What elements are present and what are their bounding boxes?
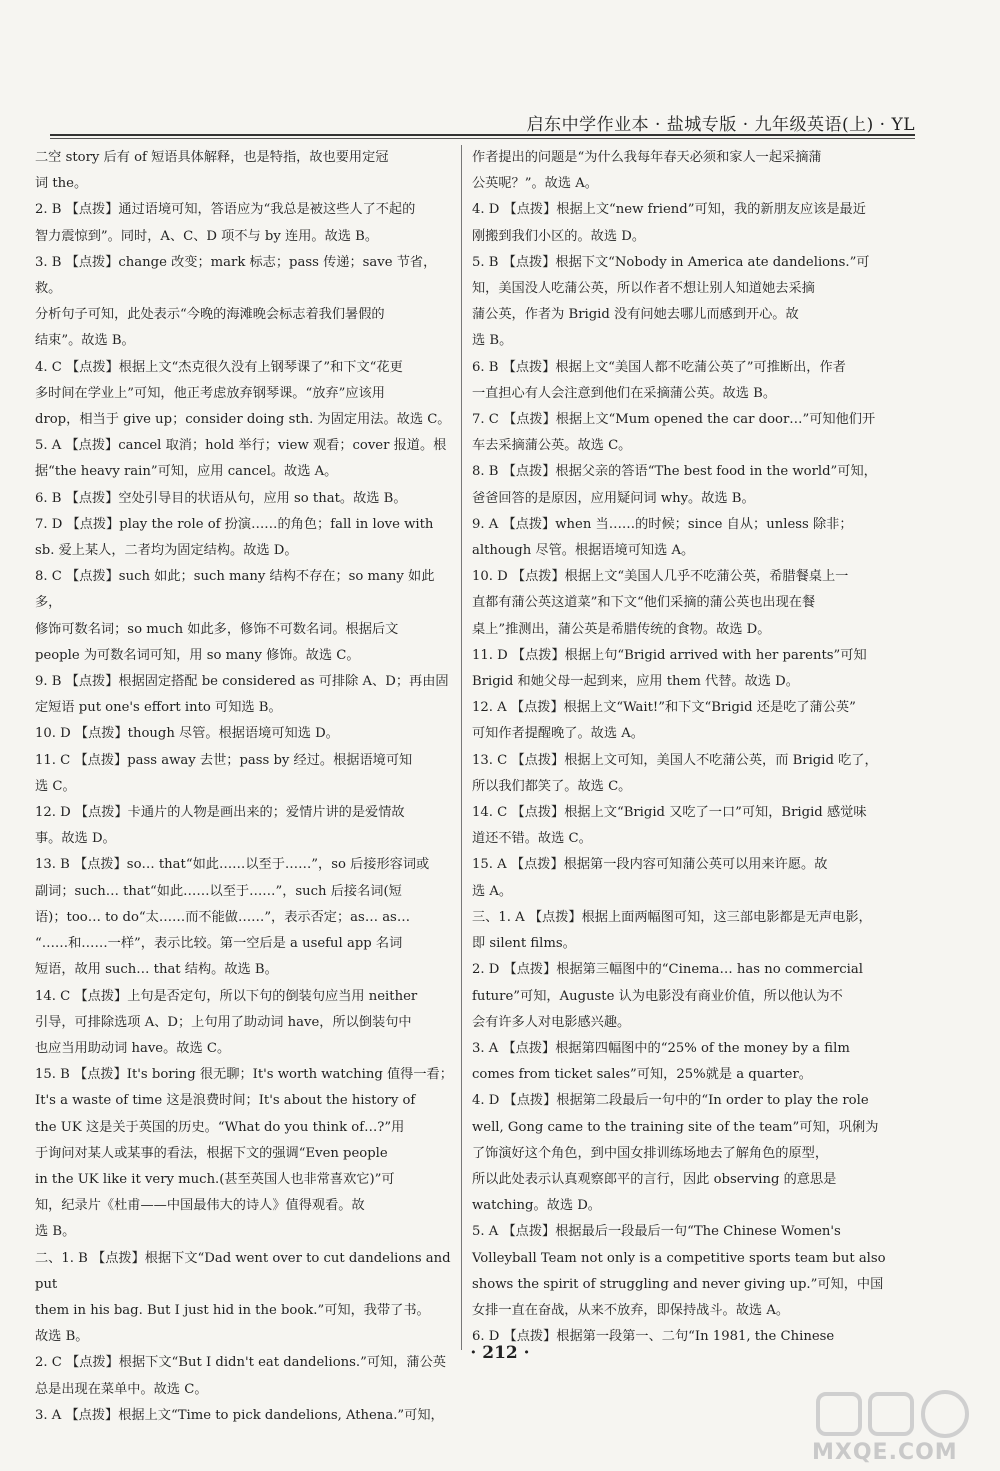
right-column-line: future”可知，Auguste 认为电影没有商业价值，所以他认为不 [472, 988, 843, 1004]
left-column-line: 副词；such… that“如此……以至于……”，such 后接名词(短 [35, 883, 402, 899]
right-column-line: 所以此处表示认真观察郎平的言行，因此 observing 的意思是 [472, 1171, 837, 1187]
page-number: · 212 · [470, 1343, 530, 1363]
left-column-line: 结束”。故选 B。 [35, 333, 135, 349]
left-column-line: 9. B 【点拨】根据固定搭配 be considered as 可排除 A、D；再由固 [35, 674, 449, 690]
right-column-line: 一直担心有人会注意到他们在采摘蒲公英。故选 B。 [472, 385, 777, 401]
left-column-line: 2. C 【点拨】根据下文“But I didn't eat dandelions.”可知，蒲公英 [35, 1355, 446, 1371]
right-column-line: 会有许多人对电影感兴趣。 [472, 1014, 631, 1030]
right-column-line: 即 silent films。 [472, 936, 576, 952]
left-column-line: 2. B 【点拨】通过语境可知，答语应为“我总是被这些人了不起的 [35, 202, 416, 218]
right-column-line: 7. C 【点拨】根据上文“Mum opened the car door…”可知他们开 [472, 412, 876, 428]
left-column-line: 选 C。 [35, 778, 76, 794]
left-column-line: 总是出现在菜单中。故选 C。 [35, 1381, 208, 1397]
right-column-line: 10. D 【点拨】根据上文“美国人几乎不吃蒲公英，希腊餐桌上一 [472, 569, 849, 585]
left-column-line: 7. D 【点拨】play the role of 扮演……的角色；fall in love with [35, 516, 434, 532]
left-column-line: 11. C 【点拨】pass away 去世；pass by 经过。根据语境可知 [35, 752, 413, 768]
left-column-line: 多时间在学业上”可知，他正考虑放弃钢琴课。“放弃”应该用 [35, 385, 385, 401]
right-column-line: 知，美国没人吃蒲公英，所以作者不想让别人知道她去采摘 [472, 281, 815, 297]
right-column-line: 5. B 【点拨】根据下文“Nobody in America ate dandelions.”可 [472, 254, 870, 270]
left-column-line: 8. C 【点拨】such 如此；such many 结构不存在；so many 如此多， [35, 569, 435, 611]
left-column-line: 14. C 【点拨】上句是否定句，所以下句的倒装句应当用 neither [35, 988, 418, 1004]
right-column-line: 13. C 【点拨】根据上文可知，美国人不吃蒲公英，而 Brigid 吃了， [472, 752, 878, 768]
left-column-line: 12. D 【点拨】卡通片的人物是画出来的；爱情片讲的是爱情故 [35, 805, 405, 821]
right-column-line: 11. D 【点拨】根据上句“Brigid arrived with her parents”可知 [472, 647, 867, 663]
right-column-line: 4. D 【点拨】根据上文“new friend”可知，我的新朋友应该是最近 [472, 202, 866, 218]
right-column-line: 了饰演好这个角色，到中国女排训练场地去了解角色的原型， [472, 1145, 829, 1161]
header-rule [50, 134, 915, 136]
watermark-text: MXQE.COM [812, 1440, 958, 1465]
right-column-line: 道还不错。故选 C。 [472, 831, 592, 847]
left-column-line: 知，纪录片《杜甫——中国最伟大的诗人》值得观看。故 [35, 1198, 365, 1214]
left-column-line: 二、1. B 【点拨】根据下文“Dad went over to cut dandelions and put [35, 1250, 451, 1292]
right-column-line: 所以我们都笑了。故选 C。 [472, 778, 632, 794]
right-column-line: 15. A 【点拨】根据第一段内容可知蒲公英可以用来许愿。故 [472, 857, 828, 873]
right-column-line: 9. A 【点拨】when 当……的时候；since 自从；unless 除非； [472, 516, 853, 532]
left-column-line: 定短语 put one's effort into 可知选 B。 [35, 700, 282, 716]
right-column-line: 作者提出的问题是“为什么我每年春天必须和家人一起采摘蒲 [472, 150, 822, 165]
right-column-line: 三、1. A 【点拨】根据上面两幅图可知，这三部电影都是无声电影， [472, 909, 872, 925]
left-column-line: 语)；too… to do“太……而不能做……”，表示否定；as… as… [35, 909, 411, 925]
left-column-line: drop，相当于 give up；consider doing sth. 为固定用法。故选 C。 [35, 412, 451, 428]
left-column-line: 15. B 【点拨】It's boring 很无聊；It's worth watching 值得一看； [35, 1067, 453, 1083]
left-column-line: 修饰可数名词；so much 如此多，修饰不可数名词。根据后文 [35, 621, 399, 637]
left-column-line: “……和……一样”，表示比较。第一空后是 a useful app 名词 [35, 936, 403, 952]
right-column-line: 5. A 【点拨】根据最后一段最后一句“The Chinese Women's [472, 1224, 841, 1240]
right-column-line: 蒲公英，作者为 Brigid 没有问她去哪儿而感到开心。故 [472, 307, 799, 323]
right-column-line: 公英呢？”。故选 A。 [472, 176, 598, 192]
right-column-line: although 尽管。根据语境可知选 A。 [472, 543, 695, 559]
left-column-line: in the UK like it very much.(甚至英国人也非常喜欢它)”可 [35, 1171, 395, 1187]
left-column-line: 5. A 【点拨】cancel 取消；hold 举行；view 观看；cover 报道。根 [35, 438, 447, 454]
right-column-line: 车去采摘蒲公英。故选 C。 [472, 438, 632, 454]
left-column-line: 据“the heavy rain”可知，应用 cancel。故选 A。 [35, 464, 338, 480]
header-rule-thin [50, 138, 915, 139]
column-divider [461, 145, 462, 1350]
page-title: 启东中学作业本 · 盐城专版 · 九年级英语(上) · YL [526, 115, 915, 135]
left-column-line: 故选 B。 [35, 1329, 89, 1345]
left-column-line: 3. B 【点拨】change 改变；mark 标志；pass 传递；save 节省，救。 [35, 254, 437, 297]
right-column-line: 选 B。 [472, 333, 513, 349]
left-column-line: 也应当用助动词 have。故选 C。 [35, 1040, 231, 1056]
right-column-line: 2. D 【点拨】根据第三幅图中的“Cinema… has no commercial [472, 962, 863, 978]
left-column-line: 事。故选 D。 [35, 831, 116, 847]
right-column-line: watching。故选 D。 [472, 1198, 601, 1214]
left-column [35, 145, 453, 1429]
left-column-line: 于询问对某人或某事的看法，根据下文的强调“Even people [35, 1145, 388, 1161]
left-column-line: 3. A 【点拨】根据上文“Time to pick dandelions, Athena.”可知， [35, 1407, 444, 1423]
left-column-line: 4. C 【点拨】根据上文“杰克很久没有上钢琴课了”和下文“花更 [35, 359, 403, 375]
right-column-line: 女排一直在奋战，从来不放弃，即保持战斗。故选 A。 [472, 1302, 790, 1318]
right-column-line: 6. D 【点拨】根据第一段第一、二句“In 1981, the Chinese [472, 1329, 835, 1345]
right-column-line: 直都有蒲公英这道菜”和下文“他们采摘的蒲公英也出现在餐 [472, 595, 816, 611]
right-column-line: 可知作者提醒晚了。故选 A。 [472, 726, 644, 742]
left-column-line: It's a waste of time 这是浪费时间；It's about the history of [35, 1093, 416, 1109]
right-column-line: shows the spirit of struggling and never giving up.”可知，中国 [472, 1276, 884, 1292]
left-column-line: 13. B 【点拨】so… that“如此……以至于……”，so 后接形容词或 [35, 857, 430, 873]
left-column-line: 10. D 【点拨】though 尽管。根据语境可知选 D。 [35, 726, 339, 742]
right-column-line: Brigid 和她父母一起到来，应用 them 代替。故选 D。 [472, 674, 799, 690]
left-column-line: 分析句子可知，此处表示“今晚的海滩晚会标志着我们暑假的 [35, 307, 385, 323]
right-column-line: Volleyball Team not only is a competitive sports team but also [472, 1250, 886, 1266]
right-column-line: 14. C 【点拨】根据上文“Brigid 又吃了一口”可知，Brigid 感觉味 [472, 805, 867, 821]
right-column-line: 刚搬到我们小区的。故选 D。 [472, 228, 646, 244]
left-column-line: 词 the。 [35, 176, 88, 192]
left-column-line: 短语，故用 such… that 结构。故选 B。 [35, 962, 278, 978]
left-column-line: them in his bag. But I just hid in the book.”可知，我带了书。 [35, 1302, 430, 1318]
right-column-line: 选 A。 [472, 883, 513, 899]
left-column-line: 6. B 【点拨】空处引导目的状语从句，应用 so that。故选 B。 [35, 490, 407, 506]
left-column-line: people 为可数名词可知，用 so many 修饰。故选 C。 [35, 647, 360, 663]
left-column-line: 选 B。 [35, 1224, 76, 1240]
right-column-line: 3. A 【点拨】根据第四幅图中的“25% of the money by a film [472, 1040, 850, 1056]
right-column-line: 4. D 【点拨】根据第二段最后一句中的“In order to play the role [472, 1093, 869, 1109]
left-column-line: the UK 这是关于英国的历史。“What do you think of…?”用 [35, 1119, 405, 1135]
left-column-line: sb. 爱上某人，二者均为固定结构。故选 D。 [35, 543, 298, 559]
right-column-line: 6. B 【点拨】根据上文“美国人都不吃蒲公英了”可推断出，作者 [472, 359, 846, 375]
left-column-line: 二空 story 后有 of 短语具体解释，也是特指，故也要用定冠 [35, 150, 389, 165]
right-column-line: 8. B 【点拨】根据父亲的答语“The best food in the world”可知， [472, 464, 877, 480]
right-column-line: 12. A 【点拨】根据上文“Wait!”和下文“Brigid 还是吃了蒲公英” [472, 700, 856, 716]
right-column-line: 爸爸回答的是原因，应用疑问词 why。故选 B。 [472, 490, 755, 506]
right-column-line: well, Gong came to the training site of the team”可知，巩俐为 [472, 1119, 879, 1135]
left-column-line: 智力震惊到”。同时，A、C、D 项不与 by 连用。故选 B。 [35, 228, 379, 244]
left-column-line: 引导，可排除选项 A、D；上句用了助动词 have，所以倒装句中 [35, 1014, 412, 1030]
right-column-line: comes from ticket sales”可知，25%就是 a quarter。 [472, 1067, 812, 1083]
right-column-line: 桌上”推测出，蒲公英是希腊传统的食物。故选 D。 [472, 621, 771, 637]
right-column [472, 145, 912, 1350]
page-header [0, 108, 1000, 136]
